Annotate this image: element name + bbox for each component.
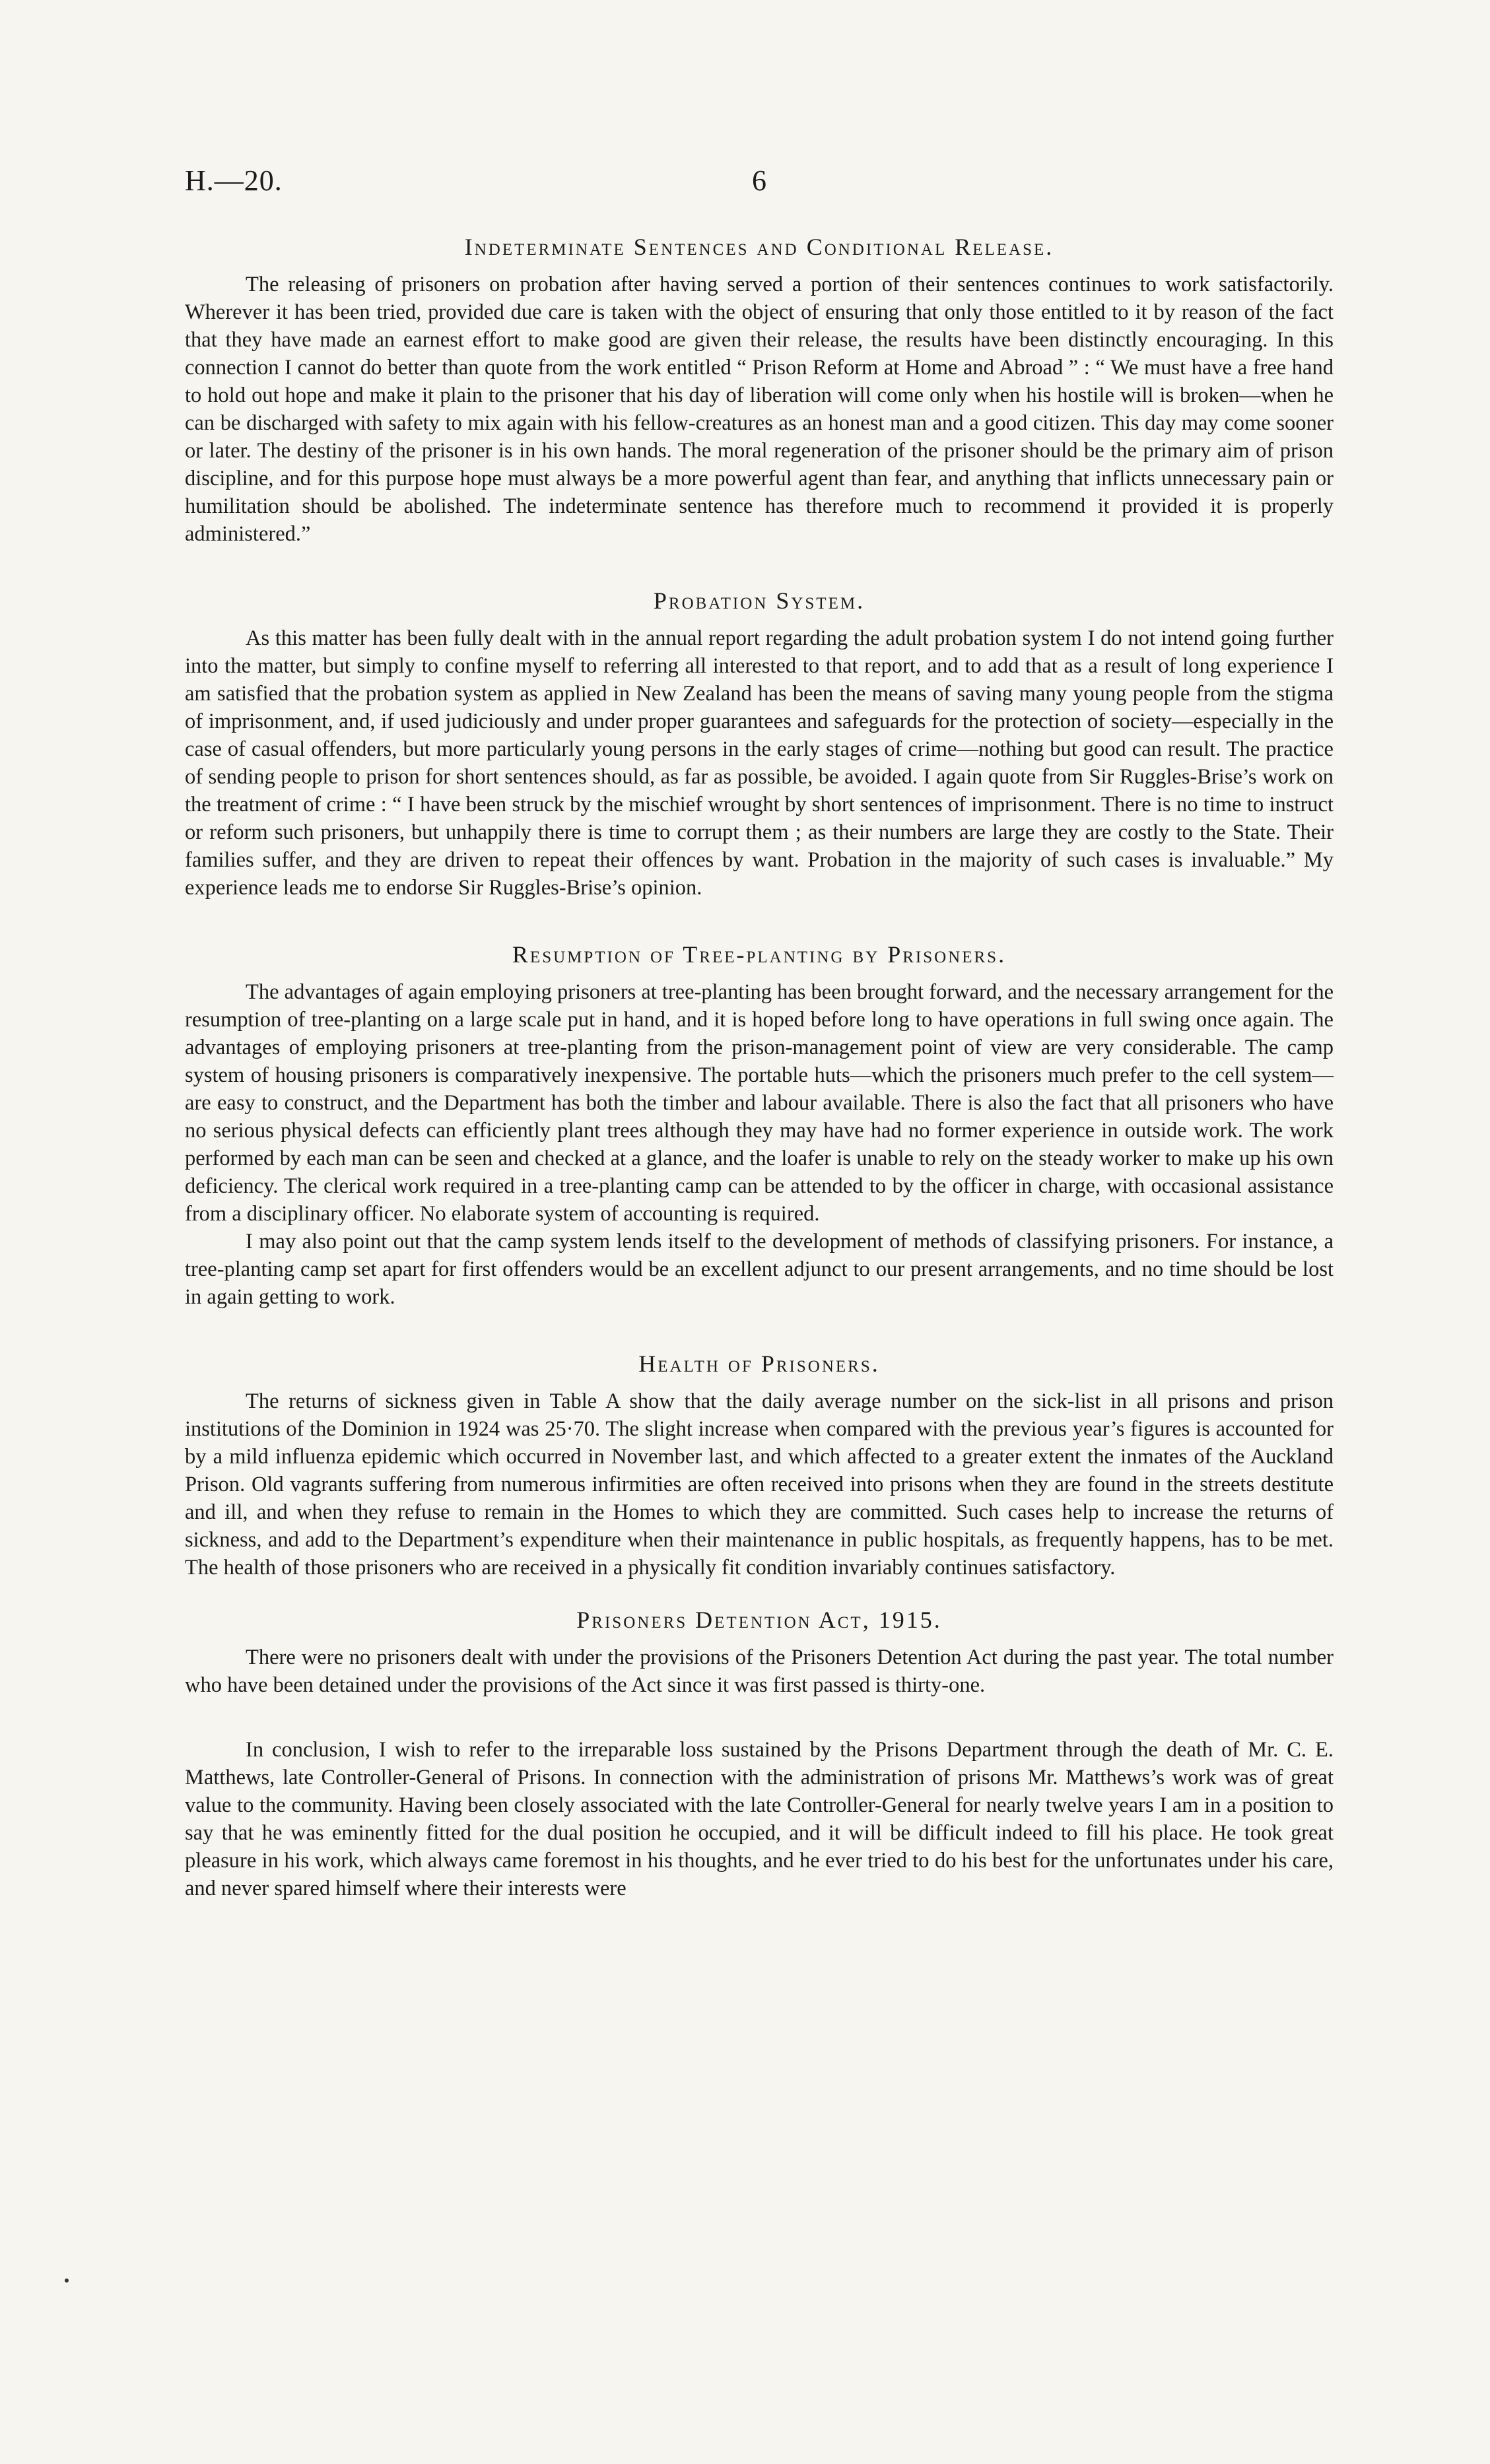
section-heading: Health of Prisoners. — [638, 1350, 880, 1377]
page-number: 6 — [752, 164, 766, 197]
section-prisoners-detention-act — [185, 1604, 1334, 1699]
section-health-of-prisoners — [185, 1348, 1334, 1582]
running-header — [185, 164, 1334, 203]
document-reference: H.—20. — [185, 164, 283, 197]
scan-speck — [65, 2279, 69, 2282]
section-heading: Indeterminate Sentences and Conditional Release. — [464, 234, 1054, 260]
paragraph: As this matter has been fully dealt with in the annual report regarding the adult probation system I do not intend going further into the matter, but simply to confine myself to referring all interested to that report, and to add that as a result of long experience I am satisfied that the probation system as applied in New Zealand has been the means of saving many young people from the stigma of imprisonment, and, if used judiciously and under proper guarantees and safeguards for the protection of society—especially in the case of casual offenders, but more particularly young persons in the early stages of crime—nothing but good can result. The practice of sending people to prison for short sentences should, as far as possible, be avoided. I again quote from Sir Ruggles-Brise’s work on the treatment of crime : “ I have been struck by the mischief wrought by short sentences of imprisonment. There is no time to instruct or reform such prisoners, but unhappily there is time to corrupt them ; as their numbers are large they are costly to the State. Their families suffer, and they are driven to repeat their offences by want. Probation in the majority of such cases is invaluable.” My experience leads me to endorse Sir Ruggles-Brise’s opinion. — [185, 626, 1334, 900]
paragraph: The returns of sickness given in Table A show that the daily average number on the sick-list in all prisons and prison institutions of the Dominion in 1924 was 25·70. The slight increase when compared with the previous year’s figures is accounted for by a mild influenza epidemic which occurred in November last, and which affected to a greater extent the inmates of the Auckland Prison. Old vagrants suffering from numerous infirmities are often received into prisons when they are found in the streets destitute and ill, and when they refuse to remain in the Homes to which they are committed. Such cases help to increase the returns of sickness, and add to the Department’s expenditure when their maintenance in public hospitals, as frequently happens, has to be met. The health of those prisoners who are received in a physically fit condition invariably continues satisfactory. — [185, 1389, 1334, 1580]
paragraph: There were no prisoners dealt with under the provisions of the Prisoners Detention Act during the past year. The total number who have been detained under the provisions of the Act since it was first passed is thirty-one. — [185, 1646, 1334, 1697]
paragraph: I may also point out that the camp system lends itself to the development of methods of classifying prisoners. For instance, a tree-planting camp set apart for first offenders would be an excellent adjunct to our present arrangements, and no time should be lost in again getting to work. — [185, 1230, 1334, 1309]
section-heading: Prisoners Detention Act, 1915. — [576, 1607, 942, 1633]
section-heading: Probation System. — [653, 587, 865, 614]
section-indeterminate-sentences — [185, 231, 1334, 548]
document-body — [185, 231, 1334, 1902]
section-probation-system — [185, 585, 1334, 902]
paragraph: The advantages of again employing prisoners at tree-planting has been brought forward, and the necessary arrangement for the resumption of tree-planting on a large scale put in hand, and it is hoped before long to have operations in full swing once again. The advantages of employing prisoners at tree-planting from the prison-management point of view are very considerable. The camp system of housing prisoners is comparatively inexpensive. The portable huts—which the prisoners much prefer to the cell system—are easy to construct, and the Department has both the timber and labour available. There is also the fact that all prisoners who have no serious physical defects can efficiently plant trees although they may have had no former experience in outside work. The work performed by each man can be seen and checked at a glance, and the loafer is unable to rely on the steady worker to make up his own deficiency. The clerical work required in a tree-planting camp can be attended to by the officer in charge, with occasional assistance from a disciplinary officer. No elaborate system of accounting is required. — [185, 980, 1334, 1226]
section-tree-planting — [185, 939, 1334, 1311]
conclusion-paragraph: In conclusion, I wish to refer to the irreparable loss sustained by the Prisons Department through the death of Mr. C. E. Matthews, late Controller-General of Prisons. In connection with the administration of prisons Mr. Matthews’s work was of great value to the community. Having been closely associated with the late Controller-General for nearly twelve years I am in a position to say that he was eminently fitted for the dual position he occupied, and it will be difficult indeed to fill his place. He took great pleasure in his work, which always came foremost in his thoughts, and he ever tried to do his best for the unfortunates under his care, and never spared himself where their interests were — [185, 1738, 1334, 1900]
paragraph: The releasing of prisoners on probation after having served a portion of their sentences continues to work satisfactorily. Wherever it has been tried, provided due care is taken with the object of ensuring that only those entitled to it by reason of the fact that they have made an earnest effort to make good are given their release, the results have been distinctly encouraging. In this connection I cannot do better than quote from the work entitled “ Prison Reform at Home and Abroad ” : “ We must have a free hand to hold out hope and make it plain to the prisoner that his day of liberation will come only when his hostile will is broken—when he can be discharged with safety to mix again with his fellow-creatures as an honest man and a good citizen. This day may come sooner or later. The destiny of the prisoner is in his own hands. The moral regeneration of the prisoner should be the primary aim of prison discipline, and for this purpose hope must always be a more powerful agent than fear, and anything that inflicts unnecessary pain or humilitation should be abolished. The indeterminate sentence has therefore much to recommend it provided it is properly administered.” — [185, 273, 1334, 546]
section-heading: Resumption of Tree-planting by Prisoners. — [512, 941, 1007, 968]
